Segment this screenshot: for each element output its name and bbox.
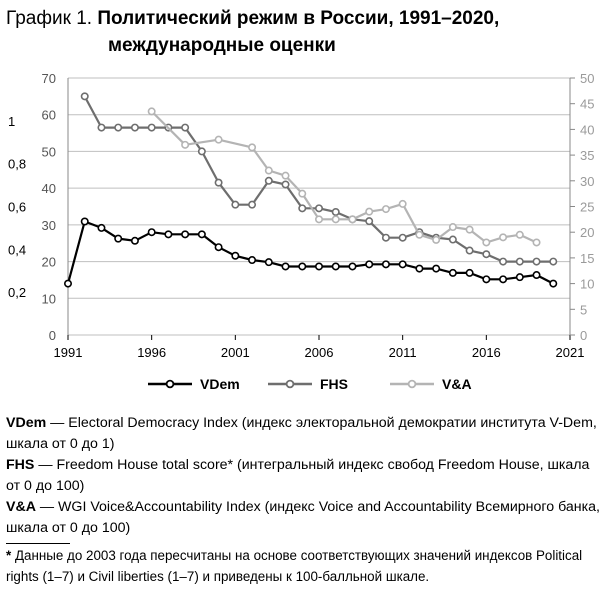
fhs-tick-label: 40 (41, 181, 56, 197)
data-point-va (333, 216, 339, 222)
data-point-va (433, 237, 439, 243)
fhs-tick-label: 20 (41, 254, 56, 270)
legend-label: V&A (442, 376, 472, 392)
note-text: — WGI Voice&Accountability Index (индекс Voice and Accountability Всемирного банка, шкала от 0 до 100) (6, 499, 600, 536)
data-point-fhs (249, 201, 255, 207)
data-point-va (533, 239, 539, 245)
data-point-fhs (316, 205, 322, 211)
fhs-tick-label: 70 (41, 71, 56, 86)
va-tick-label: 45 (580, 96, 595, 112)
data-point-va (249, 144, 255, 150)
fhs-axis (42, 71, 56, 343)
data-point-vdem (383, 261, 389, 267)
note-term: FHS (6, 457, 35, 473)
data-point-vdem (148, 229, 154, 235)
data-point-vdem (98, 225, 104, 231)
data-point-fhs (132, 124, 138, 130)
data-point-fhs (366, 218, 372, 224)
data-point-fhs (550, 258, 556, 264)
data-point-vdem (215, 244, 221, 250)
data-point-va (299, 190, 305, 196)
data-point-vdem (182, 231, 188, 237)
data-point-vdem (533, 272, 539, 278)
va-tick-label: 40 (580, 122, 595, 138)
legend-label: FHS (320, 376, 348, 392)
data-point-va (316, 216, 322, 222)
x-tick-label: 1996 (137, 345, 167, 360)
data-point-va (500, 234, 506, 240)
footnote-text: Данные до 2003 года пересчитаны на основе соответствующих значений индексов Political rights (1–7) и Civil liberties (1–7) и приведены к 100-балльной шкале. (6, 548, 583, 584)
vdem-tick-label: 0,4 (8, 242, 27, 258)
note-vdem (6, 413, 604, 455)
series-line-fhs (85, 96, 554, 261)
data-point-vdem (550, 280, 556, 286)
data-point-fhs (199, 148, 205, 154)
x-axis (54, 335, 585, 360)
legend-label: VDem (200, 376, 240, 392)
data-point-vdem (115, 235, 121, 241)
va-tick-label: 15 (580, 250, 595, 266)
data-point-vdem (483, 276, 489, 282)
data-point-va (282, 172, 288, 178)
data-point-va (450, 224, 456, 230)
vdem-axis (8, 114, 26, 300)
data-point-vdem (433, 265, 439, 271)
data-point-va (399, 201, 405, 207)
series-line-va (152, 111, 537, 242)
data-point-va (266, 167, 272, 173)
data-point-vdem (399, 261, 405, 267)
note-fhs (6, 455, 604, 497)
footnote (6, 545, 604, 587)
x-tick-label: 2016 (471, 345, 501, 360)
footnote-mark: * (6, 548, 12, 563)
va-tick-label: 30 (580, 173, 595, 189)
data-point-fhs (500, 258, 506, 264)
x-tick-label: 2021 (555, 345, 585, 360)
va-tick-label: 20 (580, 225, 595, 241)
data-point-fhs (399, 235, 405, 241)
data-point-vdem (466, 270, 472, 276)
data-point-fhs (232, 201, 238, 207)
data-point-fhs (517, 258, 523, 264)
x-tick-label: 2011 (388, 345, 417, 360)
data-point-va (517, 232, 523, 238)
data-point-fhs (299, 205, 305, 211)
data-point-fhs (533, 258, 539, 264)
data-point-vdem (266, 259, 272, 265)
data-point-fhs (82, 93, 88, 99)
data-point-vdem (249, 257, 255, 263)
data-point-vdem (416, 265, 422, 271)
legend-item-va (390, 376, 472, 392)
data-point-fhs (148, 124, 154, 130)
legend-swatch-marker (409, 381, 416, 388)
data-point-fhs (466, 247, 472, 253)
data-point-fhs (266, 178, 272, 184)
figure-title-line1: Политический режим в России, 1991–2020, (97, 8, 500, 29)
legend-item-vdem (148, 376, 240, 392)
x-tick-label: 2001 (220, 345, 250, 360)
note-term: VDem (6, 415, 47, 431)
data-point-vdem (299, 263, 305, 269)
data-point-va (383, 206, 389, 212)
data-point-vdem (65, 280, 71, 286)
data-point-va (416, 232, 422, 238)
legend (148, 376, 472, 392)
data-point-vdem (282, 263, 288, 269)
data-point-vdem (316, 263, 322, 269)
footnote-divider (6, 543, 70, 544)
data-point-vdem (333, 263, 339, 269)
figure-title (6, 5, 602, 59)
fhs-tick-label: 50 (41, 144, 56, 160)
vdem-tick-label: 1 (8, 113, 16, 129)
vdem-tick-label: 0,8 (8, 156, 27, 172)
vdem-tick-label: 0,2 (8, 285, 27, 301)
data-point-fhs (98, 124, 104, 130)
va-tick-label: 5 (580, 302, 588, 318)
data-point-fhs (450, 236, 456, 242)
data-point-va (466, 226, 472, 232)
va-tick-label: 25 (580, 199, 595, 215)
va-axis (570, 71, 594, 343)
data-point-vdem (349, 263, 355, 269)
data-point-vdem (500, 276, 506, 282)
va-tick-label: 50 (580, 71, 595, 86)
note-text: — Electoral Democracy Index (индекс электоральной демократии института V-Dem, шкала от 0 до 1) (6, 415, 597, 452)
data-point-vdem (232, 253, 238, 259)
x-tick-label: 2006 (304, 345, 334, 360)
series-notes (6, 413, 604, 539)
data-point-va (483, 239, 489, 245)
legend-swatch-marker (167, 381, 174, 388)
vdem-tick-label: 0,6 (8, 199, 27, 215)
data-point-fhs (215, 179, 221, 185)
data-point-vdem (517, 274, 523, 280)
figure-title-line2: международные оценки (108, 35, 336, 56)
line-chart (0, 60, 606, 400)
data-point-fhs (483, 251, 489, 257)
x-tick-label: 1991 (53, 345, 83, 360)
va-tick-label: 10 (580, 276, 595, 292)
data-point-vdem (165, 231, 171, 237)
fhs-tick-label: 30 (41, 217, 56, 233)
data-point-vdem (366, 261, 372, 267)
data-point-vdem (82, 218, 88, 224)
note-text: — Freedom House total score* (интегральный индекс свобод Freedom House, шкала от 0 до 100) (6, 457, 590, 494)
data-point-va (366, 208, 372, 214)
fhs-tick-label: 60 (41, 107, 56, 123)
data-point-fhs (182, 124, 188, 130)
data-point-vdem (450, 270, 456, 276)
data-point-va (215, 136, 221, 142)
figure-number: График 1. (6, 8, 93, 29)
data-point-va (148, 108, 154, 114)
data-point-fhs (383, 235, 389, 241)
fhs-tick-label: 10 (41, 291, 56, 307)
va-tick-label: 0 (580, 328, 588, 343)
data-point-fhs (282, 181, 288, 187)
data-point-fhs (115, 124, 121, 130)
data-point-va (182, 142, 188, 148)
note-term: V&A (6, 499, 36, 515)
legend-swatch-marker (287, 381, 294, 388)
legend-item-fhs (268, 376, 348, 392)
fhs-tick-label: 0 (48, 328, 56, 343)
note-va (6, 497, 604, 539)
data-point-va (349, 216, 355, 222)
data-point-vdem (199, 231, 205, 237)
data-point-fhs (333, 209, 339, 215)
data-point-vdem (132, 238, 138, 244)
va-tick-label: 35 (580, 148, 595, 164)
